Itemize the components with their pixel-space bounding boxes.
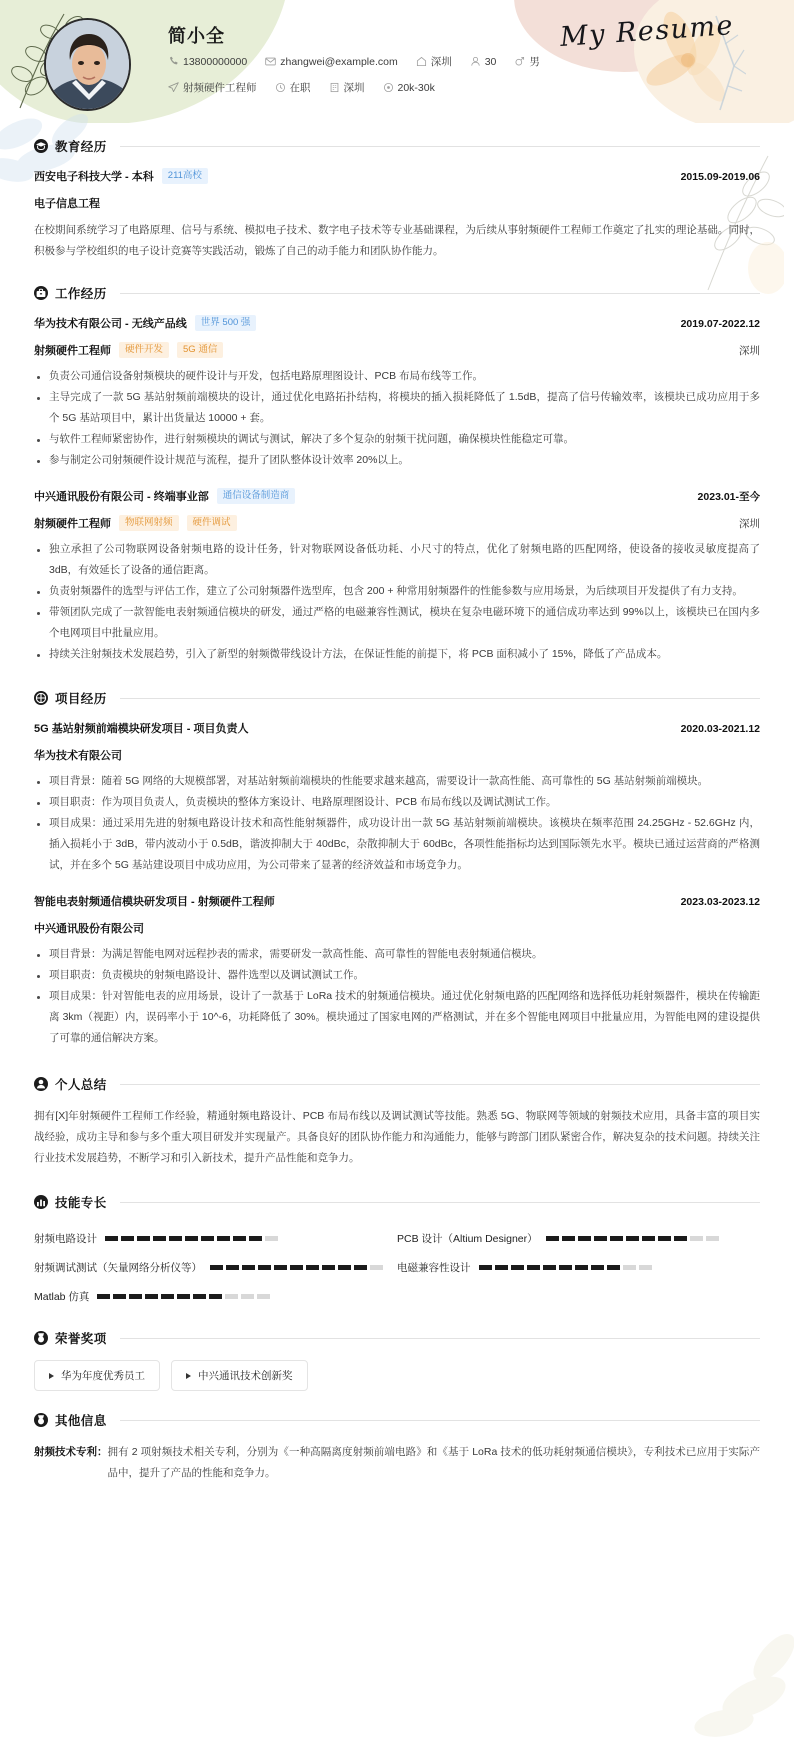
work-bullet: 持续关注射频技术发展趋势，引入了新型的射频微带线设计方法，在保证性能的前提下，将 PCB 面积减小了 15%，降低了产品成本。 <box>34 644 760 665</box>
brand-title: My Resume <box>559 9 735 54</box>
skill-level-bar <box>546 1236 719 1241</box>
work-company: 华为技术有限公司 - 无线产品线 <box>34 318 187 330</box>
skill-segment <box>626 1236 639 1241</box>
work-bullet: 负责公司通信设备射频模块的硬件设计与开发，包括电路原理图设计、PCB 布局布线等工作。 <box>34 366 760 387</box>
skill-segment <box>591 1265 604 1270</box>
skill-segment <box>209 1294 222 1299</box>
skill-segment <box>338 1265 351 1270</box>
skill-segment <box>121 1236 134 1241</box>
project-bullet-list <box>34 771 760 876</box>
skill-name: 射频电路设计 <box>34 1233 97 1245</box>
home-icon <box>416 56 427 67</box>
skill-segment <box>177 1294 190 1299</box>
skills-list <box>34 1224 760 1311</box>
skill-item <box>397 1224 760 1253</box>
skill-segment <box>658 1236 671 1241</box>
skill-segment <box>145 1294 158 1299</box>
skill-name: 电磁兼容性设计 <box>397 1262 471 1274</box>
resume-header <box>0 0 794 123</box>
contact-phone-text: 13800000000 <box>183 55 248 68</box>
skill-segment <box>201 1236 214 1241</box>
contact-age-text: 30 <box>484 55 497 68</box>
work-company: 中兴通讯股份有限公司 - 终端事业部 <box>34 491 209 503</box>
skill-level-bar <box>105 1236 278 1241</box>
section-divider <box>120 293 760 294</box>
section-header-work <box>34 284 760 302</box>
contact-row-primary <box>168 54 553 69</box>
contact-location-text: 深圳 <box>430 56 452 68</box>
mail-icon <box>265 56 276 67</box>
skill-segment <box>543 1265 556 1270</box>
section-header-education <box>34 137 760 155</box>
project-bullet: 项目背景：随着 5G 网络的大规模部署，对基站射频前端模块的性能要求越来越高，需要设计一款高性能、高可靠性的 5G 基站射频前端模块。 <box>34 771 760 792</box>
skill-segment <box>258 1265 271 1270</box>
building-icon <box>329 82 340 93</box>
honor-label: 中兴通讯技术创新奖 <box>198 1370 293 1382</box>
skill-segment <box>559 1265 572 1270</box>
section-title-education: 教育经历 <box>55 140 107 154</box>
other-info-key: 射频技术专利： <box>34 1446 108 1458</box>
section-divider <box>120 698 760 699</box>
triangle-icon <box>186 1373 191 1379</box>
avatar <box>44 18 131 111</box>
section-title-other: 其他信息 <box>55 1414 107 1428</box>
other-info-item <box>34 1442 760 1484</box>
skill-segment <box>249 1236 262 1241</box>
work-role: 射频硬件工程师 <box>34 345 111 357</box>
job-status <box>275 80 311 95</box>
job-city-text: 深圳 <box>343 82 365 94</box>
work-date: 2023.01-至今 <box>697 491 760 503</box>
skill-segment <box>193 1294 206 1299</box>
skill-segment <box>290 1265 303 1270</box>
section-divider <box>120 1338 760 1339</box>
work-bullet-list <box>34 539 760 665</box>
work-role-tag: 硬件调试 <box>187 515 237 530</box>
skill-segment <box>185 1236 198 1241</box>
section-header-honors <box>34 1329 760 1347</box>
salary-expect-text: 20k-30k <box>397 81 435 94</box>
job-status-text: 在职 <box>289 82 311 94</box>
skill-segment <box>242 1265 255 1270</box>
skill-segment <box>322 1265 335 1270</box>
skill-segment <box>210 1265 223 1270</box>
honor-item[interactable] <box>171 1360 308 1391</box>
section-header-skills <box>34 1193 760 1211</box>
project-date: 2020.03-2021.12 <box>680 723 760 735</box>
skill-item <box>34 1253 397 1282</box>
section-divider <box>120 1420 760 1421</box>
status-icon <box>275 82 286 93</box>
skill-segment <box>354 1265 367 1270</box>
skill-segment <box>607 1265 620 1270</box>
work-company-tag: 世界 500 强 <box>195 315 257 330</box>
skill-segment <box>639 1265 652 1270</box>
skill-name: PCB 设计（Altium Designer） <box>397 1233 538 1245</box>
grid-icon <box>34 691 48 705</box>
skill-segment <box>217 1236 230 1241</box>
send-icon <box>168 82 179 93</box>
education-item <box>34 168 760 262</box>
work-bullet: 主导完成了一款 5G 基站射频前端模块的设计，通过优化电路拓扑结构，将模块的插入损耗降低了 1.5dB，提高了信号传输效率，该模块已成功应用于多个 5G 基站项目中，累计出货量达 10000 + 套。 <box>34 387 760 429</box>
section-header-other <box>34 1411 760 1429</box>
skill-segment <box>226 1265 239 1270</box>
job-city <box>329 80 365 95</box>
info-icon <box>34 1413 48 1427</box>
other-info-value: 拥有 2 项射频技术相关专利，分别为《一种高隔离度射频前端电路》和《基于 LoRa 技术的低功耗射频通信模块》，专利技术已应用于实际产品中，提升了产品的性能和竞争力。 <box>107 1446 760 1479</box>
contact-phone <box>168 56 247 68</box>
education-description: 在校期间系统学习了电路原理、信号与系统、模拟电子技术、数字电子技术等专业基础课程，为后续从事射频硬件工程师工作奠定了扎实的理论基础。同时，积极参与学校组织的电子设计竞赛等实践活动，锻炼了自己的动手能力和团队协作能力。 <box>34 224 760 257</box>
section-divider <box>120 1202 760 1203</box>
skill-segment <box>153 1236 166 1241</box>
education-major: 电子信息工程 <box>34 198 100 210</box>
contact-row-secondary <box>168 80 448 95</box>
salary-icon <box>383 82 394 93</box>
skill-segment <box>690 1236 703 1241</box>
skill-segment <box>169 1236 182 1241</box>
skill-segment <box>578 1236 591 1241</box>
skill-item <box>34 1282 397 1311</box>
resume-body <box>0 137 794 1484</box>
skill-name: Matlab 仿真 <box>34 1291 90 1303</box>
section-title-honors: 荣誉奖项 <box>55 1332 107 1346</box>
skill-segment <box>306 1265 319 1270</box>
skill-item <box>397 1253 760 1282</box>
skill-segment <box>623 1265 636 1270</box>
project-company: 中兴通讯股份有限公司 <box>34 923 144 935</box>
contact-age <box>470 56 497 68</box>
work-city: 深圳 <box>739 345 760 357</box>
summary-text: 拥有[X]年射频硬件工程师工作经验，精通射频电路设计、PCB 布局布线以及调试测试等技能。熟悉 5G、物联网等领域的射频技术应用，具备丰富的项目实战经验，成功主导和参与多个重大项目研发并实现量产。具备良好的团队协作能力和沟通能力，能够与跨部门团队紧密合作，解决复杂的技术问题。持续关注行业技术发展趋势，不断学习和引入新技术，提升产品性能和竞争力。 <box>34 1110 760 1164</box>
medal-icon <box>34 1331 48 1345</box>
section-header-summary <box>34 1075 760 1093</box>
skill-segment <box>241 1294 254 1299</box>
honors-list <box>34 1360 760 1391</box>
work-role-tag: 硬件开发 <box>119 342 169 357</box>
project-bullet: 项目成果：通过采用先进的射频电路设计技术和高性能射频器件，成功设计出一款 5G 基站射频前端模块。该模块在频率范围 24.25GHz - 52.6GHz 内，插入损耗小于 3dB，带内波动小于 0.5dB，谐波抑制大于 40dBc，杂散抑制大于 60dBc，各项性能指标均达到国际领先水平。模块已通过运营商的严格测试，并在多个 5G 基站建设项目中成功应用，为公司带来了显著的经济效益和市场竞争力。 <box>34 813 760 876</box>
work-item <box>34 315 760 471</box>
project-item <box>34 893 760 1049</box>
gender-icon <box>514 56 525 67</box>
skill-segment <box>370 1265 383 1270</box>
leaf-decoration-bottom-right <box>624 1617 794 1737</box>
contact-gender-text: 男 <box>529 56 540 68</box>
honor-item[interactable] <box>34 1360 160 1391</box>
skill-segment <box>495 1265 508 1270</box>
education-tag: 211高校 <box>162 168 208 183</box>
work-bullet: 与软件工程师紧密协作，进行射频模块的调试与测试，解决了多个复杂的射频干扰问题，确保模块性能稳定可靠。 <box>34 429 760 450</box>
job-target <box>168 80 257 95</box>
work-date: 2019.07-2022.12 <box>680 318 760 330</box>
work-company-tag: 通信设备制造商 <box>217 488 296 503</box>
salary-expect <box>383 82 435 94</box>
chart-icon <box>34 1195 48 1209</box>
section-title-summary: 个人总结 <box>55 1078 107 1092</box>
education-school: 西安电子科技大学 - 本科 <box>34 171 154 183</box>
contact-location <box>416 54 452 69</box>
project-bullet: 项目成果：针对智能电表的应用场景，设计了一款基于 LoRa 技术的射频通信模块。通过优化射频电路的匹配网络和选择低功耗射频器件，模块在传输距离 3km（视距）内，误码率小于 10^-6，功耗降低了 30%。模块通过了国家电网的严格测试，并在多个智能电网项目中批量应用，为智能电网的建设提供了可靠的通信解决方案。 <box>34 986 760 1049</box>
skill-segment <box>129 1294 142 1299</box>
skill-segment <box>97 1294 110 1299</box>
triangle-icon <box>49 1373 54 1379</box>
skill-segment <box>706 1236 719 1241</box>
section-divider <box>120 146 760 147</box>
skill-segment <box>674 1236 687 1241</box>
person-icon <box>470 56 481 67</box>
skill-segment <box>274 1265 287 1270</box>
section-divider <box>120 1084 760 1085</box>
job-target-text: 射频硬件工程师 <box>183 82 257 94</box>
project-bullet: 项目背景：为满足智能电网对远程抄表的需求，需要研发一款高性能、高可靠性的智能电表射频通信模块。 <box>34 944 760 965</box>
page-title: 简小全 <box>168 26 225 46</box>
work-role: 射频硬件工程师 <box>34 518 111 530</box>
skill-level-bar <box>479 1265 652 1270</box>
project-bullet: 项目职责：负责模块的射频电路设计、器件选型以及调试测试工作。 <box>34 965 760 986</box>
skill-segment <box>562 1236 575 1241</box>
user-icon <box>34 1077 48 1091</box>
work-city: 深圳 <box>739 518 760 530</box>
work-role-tag: 物联网射频 <box>119 515 179 530</box>
cap-icon <box>34 139 48 153</box>
skill-segment <box>225 1294 238 1299</box>
briefcase-icon <box>34 286 48 300</box>
skill-segment <box>265 1236 278 1241</box>
work-bullet: 独立承担了公司物联网设备射频电路的设计任务，针对物联网设备低功耗、小尺寸的特点，优化了射频电路的匹配网络，使设备的接收灵敏度提高了 3dB，有效延长了设备的通信距离。 <box>34 539 760 581</box>
work-role-tag: 5G 通信 <box>177 342 223 357</box>
skill-item <box>34 1224 397 1253</box>
contact-gender <box>514 54 540 69</box>
skill-segment <box>257 1294 270 1299</box>
honor-label: 华为年度优秀员工 <box>61 1370 145 1382</box>
work-item <box>34 488 760 665</box>
section-title-work: 工作经历 <box>55 287 107 301</box>
skill-level-bar <box>97 1294 270 1299</box>
skill-segment <box>527 1265 540 1270</box>
skill-segment <box>479 1265 492 1270</box>
education-date: 2015.09-2019.06 <box>680 171 760 183</box>
skill-segment <box>105 1236 118 1241</box>
contact-email-text: zhangwei@example.com <box>280 55 398 68</box>
skill-segment <box>610 1236 623 1241</box>
phone-icon <box>168 56 179 67</box>
project-date: 2023.03-2023.12 <box>680 896 760 908</box>
skill-segment <box>233 1236 246 1241</box>
skill-segment <box>511 1265 524 1270</box>
skill-segment <box>642 1236 655 1241</box>
section-title-project: 项目经历 <box>55 692 107 706</box>
work-bullet: 参与制定公司射频硬件设计规范与流程，提升了团队整体设计效率 20%以上。 <box>34 450 760 471</box>
section-title-skills: 技能专长 <box>55 1196 107 1210</box>
skill-segment <box>137 1236 150 1241</box>
skill-segment <box>594 1236 607 1241</box>
skill-segment <box>546 1236 559 1241</box>
skill-level-bar <box>210 1265 383 1270</box>
skill-name: 射频调试测试（矢量网络分析仪等） <box>34 1262 202 1274</box>
skill-segment <box>161 1294 174 1299</box>
project-bullet: 项目职责：作为项目负责人，负责模块的整体方案设计、电路原理图设计、PCB 布局布线以及调试测试工作。 <box>34 792 760 813</box>
project-title: 5G 基站射频前端模块研发项目 - 项目负责人 <box>34 723 249 735</box>
contact-email <box>265 56 397 68</box>
work-bullet: 带领团队完成了一款智能电表射频通信模块的研发，通过严格的电磁兼容性测试，模块在复杂电磁环境下的通信成功率达到 99%以上，该模块已在国内多个电网项目中批量应用。 <box>34 602 760 644</box>
work-bullet-list <box>34 366 760 471</box>
project-item <box>34 720 760 876</box>
skill-segment <box>113 1294 126 1299</box>
work-bullet: 负责射频器件的选型与评估工作，建立了公司射频器件选型库，包含 200 + 种常用射频器件的性能参数与应用场景，为后续项目开发提供了有力支持。 <box>34 581 760 602</box>
project-company: 华为技术有限公司 <box>34 750 122 762</box>
project-bullet-list <box>34 944 760 1049</box>
project-title: 智能电表射频通信模块研发项目 - 射频硬件工程师 <box>34 896 275 908</box>
skill-segment <box>575 1265 588 1270</box>
section-header-project <box>34 689 760 707</box>
